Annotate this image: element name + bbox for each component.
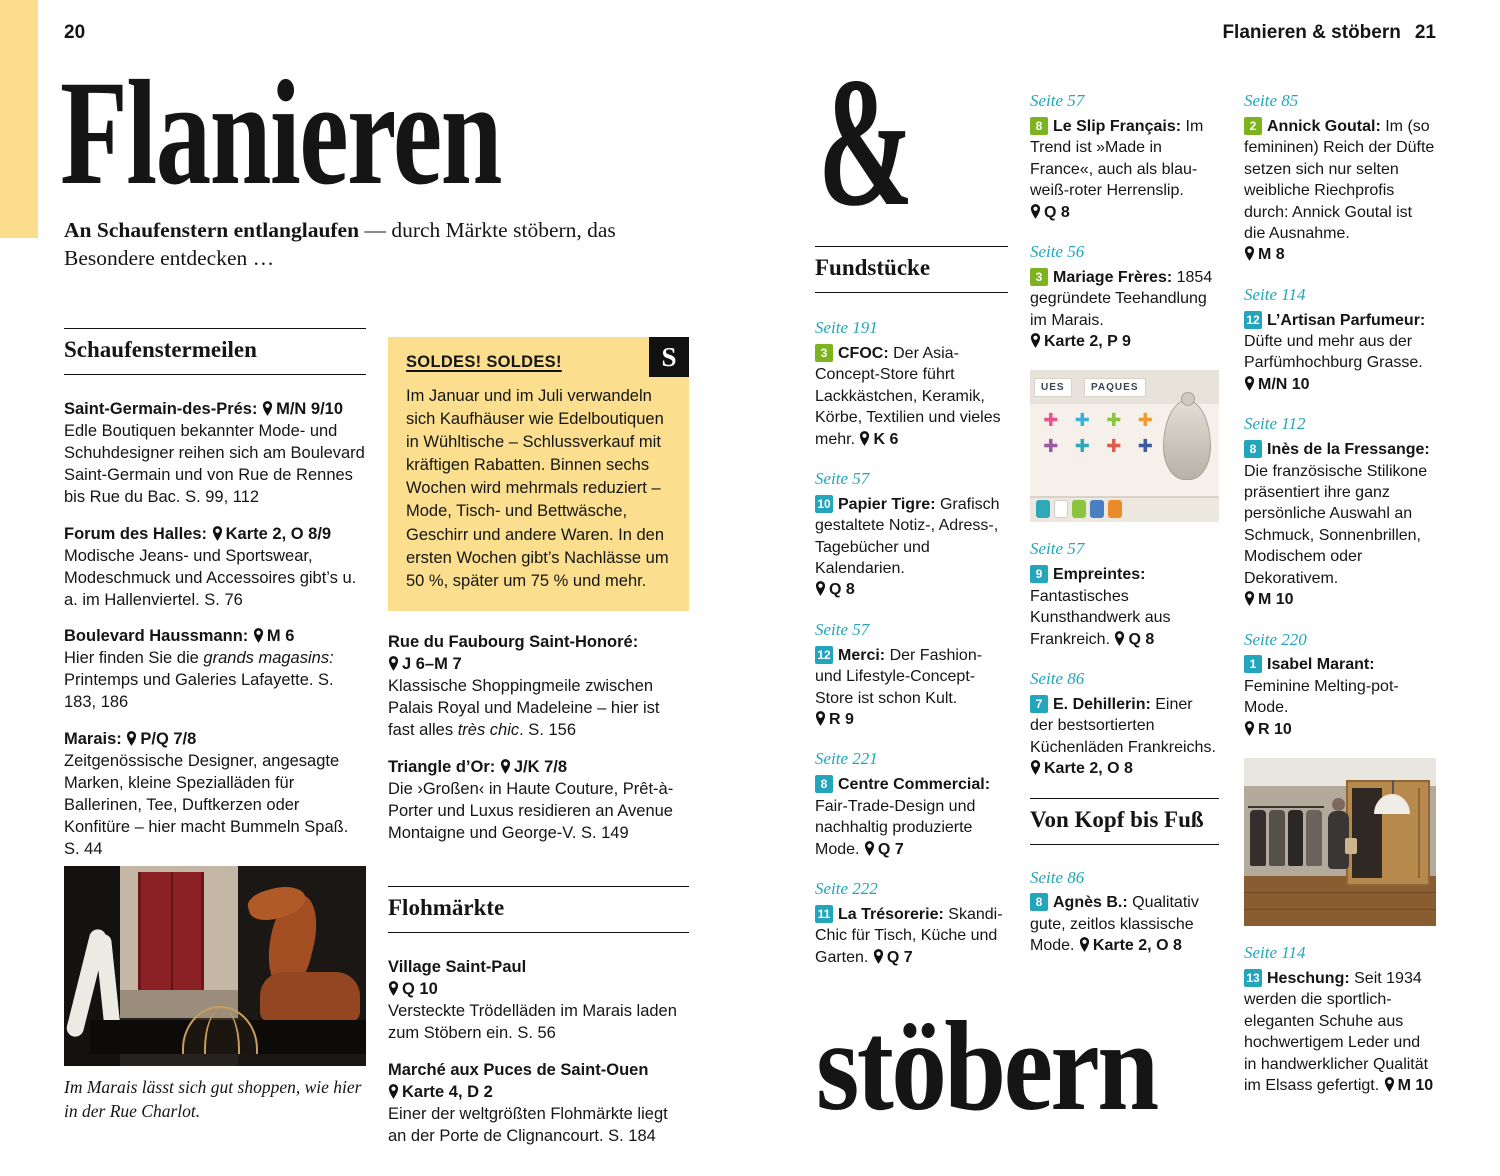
map-reference [388,654,689,676]
shop-list [1244,90,1436,740]
shop-item [1030,241,1219,353]
shopping-entry [64,626,366,714]
map-pin-icon [1244,246,1255,261]
entry-description: Zeitgenössische Designer, angesagte Marken, kleine Spezialläden für Ballerinen, Tee, Duftkerzen oder Konfitüre – hier macht Bummeln Spaß. S. 44 [64,752,349,858]
map-coordinates: Q 8 [1044,203,1070,221]
page-reference: Seite 56 [1030,241,1085,261]
entry-heading [64,729,366,751]
entry-description: Modische Jeans- und Sportswear, Modeschmuck und Accessoires gibt’s u. a. im Hallenviertel. S. 76 [64,546,357,609]
map-coordinates: Karte 4, D 2 [402,1082,493,1101]
photo-garment [1306,810,1322,866]
map-number-badge: 1 [1244,655,1262,673]
title-word-stoebern: stöbern [816,995,1157,1137]
entry-name: Marché aux Puces de Saint-Ouen [388,1060,649,1079]
map-coordinates: Karte 2, O 8 [1092,937,1182,955]
map-pin-icon [1384,1077,1395,1092]
map-reference [388,979,689,1001]
shop-description: 1854 gegründete Teehandlung im Marais. [1030,268,1213,329]
photo-banner-text: UES [1034,378,1072,397]
entry-description: Hier finden Sie die grands magasins: Printemps und Galeries Lafayette. S. 183, 186 [64,649,334,712]
map-coordinates: Q 7 [886,948,913,966]
shop-item [1244,413,1436,610]
map-number-badge: 10 [815,495,833,513]
shop-item [815,468,1008,601]
soldes-title: SOLDES! SOLDES! [406,353,562,371]
shop-item-text [1030,892,1219,956]
page-number-right: 21 [1414,22,1436,43]
shop-description: Einer der bestsortierten Küchenläden Frankreichs. [1030,695,1216,756]
shop-item-text [1030,267,1219,331]
map-reference [1244,374,1436,395]
map-coordinates: M 6 [266,627,295,646]
shop-description: Fair-Trade-Design und nachhaltig produzierte Mode. [815,797,976,858]
map-reference [1030,331,1219,352]
soldes-info-box-wrap [388,337,689,611]
map-number-badge: 7 [1030,695,1048,713]
page-reference: Seite 86 [1030,867,1085,887]
photo-tea-tin [1072,500,1086,518]
map-pin-icon [1030,204,1041,219]
shop-item [815,619,1008,731]
shop-item-text [1244,968,1436,1097]
entry-name: Rue du Faubourg Saint-Honoré: [388,633,639,651]
shop-item [1030,668,1219,780]
page-reference: Seite 191 [815,318,878,337]
map-coordinates: M 10 [1258,591,1294,609]
photo-red-door [138,872,204,990]
photo-glass-jar [1163,400,1211,480]
shop-item [815,748,1008,860]
map-pin-icon [1244,591,1255,606]
map-pin-icon [212,526,223,541]
shop-name: La Trésorerie: [838,905,944,923]
soldes-info-box [388,337,689,611]
map-number-badge: 12 [1244,311,1262,329]
shop-description: Feminine Melting-pot-Mode. [1244,677,1399,717]
cross-decor-icon [1036,434,1066,458]
map-reference [126,730,196,748]
entry-heading [64,626,366,648]
shop-item-text [1244,654,1436,718]
section-heading-fundstuecke: Fundstücke [815,246,1008,293]
entry-description: Klassische Shoppingmeile zwischen Palais Royal und Madeleine – hier ist fast alles très chic. S. 156 [388,676,660,739]
cross-decor-icon [1068,408,1098,432]
entry-heading [64,399,366,421]
map-reference [1030,202,1219,223]
shopping-entry [388,957,689,1045]
page-reference: Seite 86 [1030,668,1085,688]
map-pin-icon [873,949,884,964]
map-pin-icon [388,656,399,671]
shop-name: CFOC: [838,344,889,362]
shop-name: Papier Tigre: [838,495,936,513]
map-pin-icon [253,628,264,643]
entry-description: Einer der weltgrößten Flohmärkte liegt an der Porte de Clignancourt. S. 184 [388,1104,668,1145]
shop-description: Die französische Stilikone präsentiert ihre ganz persönliche Auswahl an Schmuck, Sonnenbrillen, Modischem oder Dekorativem. [1244,462,1428,587]
map-coordinates: M/N 9/10 [276,400,344,418]
map-coordinates: J 6–M 7 [402,654,462,673]
map-coordinates: M/N 10 [1258,375,1310,393]
shop-name: Empreintes: [1053,566,1146,584]
page-reference: Seite 57 [815,619,870,639]
photo-banner-text: PAQUES [1084,378,1146,397]
shopping-entry [388,757,689,845]
map-reference [500,758,567,776]
chapter-intro [64,216,634,273]
map-reference [262,400,343,418]
photo-clothes-rack [1250,810,1322,866]
shop-item-text [1030,564,1219,650]
map-number-badge: 8 [1244,440,1262,458]
photo-tea-tin [1036,500,1050,518]
map-coordinates: P/Q 7/8 [140,730,197,749]
shop-item [1244,90,1436,266]
shop-item [1030,90,1219,223]
page-reference: Seite 112 [1244,414,1306,434]
entry-heading [388,632,689,654]
map-reference [212,525,331,543]
cross-decor-icon [1036,408,1066,432]
page-number-left: 20 [64,22,86,43]
shop-item [1244,629,1436,741]
map-coordinates: M 8 [1258,246,1285,264]
entry-name: Village Saint-Paul [388,958,527,976]
entry-name: Boulevard Haussmann: [64,627,249,646]
soldes-s-badge: S [649,337,689,377]
shop-list [1244,942,1436,1096]
map-coordinates: M 10 [1397,1077,1434,1095]
map-pin-icon [1030,333,1041,348]
entry-heading [388,1060,689,1082]
map-number-badge: 13 [1244,969,1262,987]
flea-market-list [388,957,689,1148]
map-reference [1114,631,1154,648]
shop-list [1030,867,1219,957]
shopping-entry [388,1060,689,1148]
photo-clothes-rail [1248,806,1324,808]
page-reference: Seite 57 [1030,539,1085,559]
map-pin-icon [864,841,875,856]
shop-item-text [1244,116,1436,245]
map-reference [1030,758,1219,779]
map-number-badge: 3 [1030,268,1048,286]
fundstuecke-list [815,317,1008,968]
title-ampersand: & [818,40,914,245]
soldes-body: Im Januar und im Juli verwandeln sich Kaufhäuser wie Edelboutiquen in Wühltische – Schlussverkauf mit kräftigen Rabatten. Binnen sechs Wochen wird mehrmals reduziert – Mode, Tisch- und Bettwäsche, Geschirr und andere Waren. In den ersten Wochen gibt’s Nachlässe um 50 %, später um 75 % und mehr. [406,387,669,590]
map-reference [1244,589,1436,610]
map-pin-icon [1244,721,1255,736]
photo-garment [1269,810,1285,866]
shopping-entry [64,729,366,861]
column-flohmaerkte [388,886,689,1163]
entry-name: Triangle d’Or: [388,757,496,776]
map-pin-icon [1244,376,1255,391]
shop-list [1030,538,1219,779]
shop-name: Merci: [838,646,886,664]
cross-decor-icon [1131,434,1161,458]
entry-heading [64,524,366,546]
shop-name: Inès de la Fressange: [1267,441,1430,459]
shopping-entry [388,632,689,742]
photo-mariage-freres-display [1030,370,1219,522]
shop-item [1030,867,1219,957]
column-schaufenstermeilen [64,328,366,876]
map-number-badge: 8 [1030,117,1048,135]
photo-tea-tin [1054,500,1068,518]
entry-description: Edle Boutiquen bekannter Mode- und Schuhdesigner reihen sich am Boulevard Saint-Germain und von Rue de Rennes bis Rue du Bac. S. 99, 112 [64,421,365,506]
shopping-miles-list [64,399,366,861]
shop-item-text [1030,116,1219,202]
running-header-label: Flanieren & stöbern [1222,22,1401,43]
map-coordinates: R 10 [1258,720,1292,738]
shop-item [1030,538,1219,650]
map-coordinates: Q 8 [1128,630,1155,648]
page-reference: Seite 85 [1244,91,1299,110]
map-number-badge: 9 [1030,565,1048,583]
map-reference [253,627,295,645]
entry-description: Versteckte Trödelläden im Marais laden zum Stöbern ein. S. 56 [388,1001,677,1042]
map-pin-icon [1079,937,1090,952]
map-coordinates: Karte 2, P 9 [1044,333,1131,351]
page-reference: Seite 114 [1244,943,1306,963]
shop-name: Isabel Marant: [1267,656,1375,674]
shop-item-text [1244,439,1436,589]
photo-garment [1250,810,1266,866]
map-pin-icon [126,731,137,746]
shop-name: Heschung: [1267,969,1350,987]
shop-item-text [815,904,1008,968]
map-coordinates: Karte 2, O 8 [1044,760,1133,778]
map-reference [1079,937,1182,954]
cross-decor-icon [1099,408,1129,432]
shop-name: Centre Commercial: [838,776,991,794]
map-reference [1244,719,1436,740]
shop-name: Agnès B.: [1053,894,1128,912]
shop-item [815,878,1008,968]
shop-item [1244,942,1436,1096]
entry-name: Marais: [64,730,122,749]
map-reference [1384,1077,1434,1094]
map-pin-icon [1114,631,1125,646]
section-heading-flohmaerkte: Flohmärkte [388,886,689,933]
shop-item-text [815,494,1008,580]
photo-garment [1288,810,1304,866]
shop-description: Der Fashion- und Lifestyle-Concept-Store ist schon Kult. [815,646,983,707]
shopping-entry [64,399,366,509]
cross-decor-icon [1068,434,1098,458]
shop-list [1030,90,1219,352]
shop-name: L’Artisan Parfumeur: [1267,311,1426,329]
shop-item-text [815,774,1008,860]
shop-item [1244,284,1436,396]
shop-description: Fantastisches Kunsthandwerk aus Frankreich. [1030,587,1171,648]
shop-description: Im Trend ist »Made in France«, auch als blau-weiß-roter Herrenslip. [1030,117,1204,200]
map-number-badge: 11 [815,905,833,923]
column-middle-right-page [1030,90,1219,975]
section-heading-von-kopf-bis-fuss: Von Kopf bis Fuß [1030,798,1219,845]
map-number-badge: 8 [1030,893,1048,911]
intro-bold-text: An Schaufenstern entlanglaufen [64,218,360,242]
shop-name: Le Slip Français: [1053,117,1182,135]
shop-item-text [1030,694,1219,758]
shopping-entry [64,524,366,612]
shop-item [815,317,1008,450]
map-number-badge: 2 [1244,117,1262,135]
map-number-badge: 8 [815,775,833,793]
intro-regular-text: — durch Märkte stöbern, das Besondere entdecken … [64,218,616,271]
map-reference [859,431,898,448]
map-coordinates: J/K 7/8 [513,757,568,776]
page-reference: Seite 222 [815,878,878,898]
shop-item-text [1244,310,1436,374]
map-coordinates: Q 10 [402,979,438,998]
column-fundstuecke [815,246,1008,986]
photo-boutique-interior [1244,758,1436,926]
shop-description: Düfte und mehr aus der Parfümhochburg Grasse. [1244,333,1423,372]
column-shopping-streets [388,632,689,859]
map-pin-icon [500,759,511,774]
shop-item-text [815,343,1008,450]
map-reference [1244,244,1436,265]
shop-name: Annick Goutal: [1267,117,1381,135]
map-number-badge: 3 [815,344,833,362]
shop-description: Grafisch gestaltete Notiz-, Adress-, Tagebücher und Kalendarien. [815,495,1000,578]
shop-description: Qualitativ gute, zeitlos klassische Mode. [1030,894,1199,955]
page-reference: Seite 220 [1244,629,1307,649]
map-coordinates: Q 8 [829,581,855,599]
map-pin-icon [859,431,870,446]
page-reference: Seite 221 [815,749,878,769]
column-right-edge [1244,90,1436,1115]
cross-decor-icon [1131,408,1161,432]
map-coordinates: Q 7 [877,840,904,858]
shop-description: Der Asia-Concept-Store führt Lackkästchen, Keramik, Körbe, Textilien und vieles mehr. [815,344,1001,448]
shop-description: Im (so femininen) Reich der Düfte setzen sich nur selten weibliche Riechprofis durch: Annick Goutal ist die Ausnahme. [1244,117,1435,242]
shop-name: Mariage Frères: [1053,268,1173,286]
page-reference: Seite 57 [1030,91,1085,110]
cross-decor-icon [1099,434,1129,458]
entry-description: Die ›Großen‹ in Haute Couture, Prêt-à-Porter und Luxus residieren an Avenue Montaigne und George-V. S. 149 [388,779,674,842]
photo-tea-tin [1090,500,1104,518]
chapter-title: Flanieren [60,50,501,216]
running-header-right [1222,22,1436,44]
map-reference [815,579,1008,600]
map-reference [873,949,913,966]
shop-description: Skandi-Chic für Tisch, Küche und Garten. [815,905,1003,966]
map-pin-icon [1030,760,1041,775]
map-number-badge: 12 [815,646,833,664]
page-reference: Seite 114 [1244,284,1306,304]
map-pin-icon [388,981,399,996]
section-heading-schaufenstermeilen: Schaufenstermeilen [64,328,366,375]
shop-description: Seit 1934 werden die sportlich-eleganten Schuhe aus hochwertigem Leder und in handwerklicher Qualität im Elsass gefertigt. [1244,969,1429,1095]
map-coordinates: R 9 [829,710,854,728]
entry-heading [388,957,689,979]
map-pin-icon [388,1084,399,1099]
page-reference: Seite 57 [815,468,870,488]
map-pin-icon [815,711,826,726]
photo-marais-shop-window [64,866,366,1066]
map-pin-icon [815,581,826,596]
photo-cross-decor [1036,408,1160,458]
photo-handbag [1345,838,1357,854]
photo-shelf-items [1036,500,1122,518]
entry-heading [388,757,689,779]
map-coordinates: K 6 [873,430,899,448]
map-reference [864,841,904,858]
entry-name: Saint-Germain-des-Prés: [64,400,258,418]
map-reference [388,1082,689,1104]
shopping-street-list [388,632,689,844]
photo-tea-tin [1108,500,1122,518]
entry-name: Forum des Halles: [64,524,208,543]
shop-name: E. Dehillerin: [1053,695,1151,713]
shop-item-text [815,645,1008,709]
photo-horse-sculpture [260,972,360,1022]
photo-caption: Im Marais lässt sich gut shoppen, wie hier in der Rue Charlot. [64,1077,362,1121]
map-pin-icon [262,401,273,416]
map-reference [815,709,1008,730]
yellow-accent-bar [0,0,38,238]
map-coordinates: Karte 2, O 8/9 [225,524,332,543]
